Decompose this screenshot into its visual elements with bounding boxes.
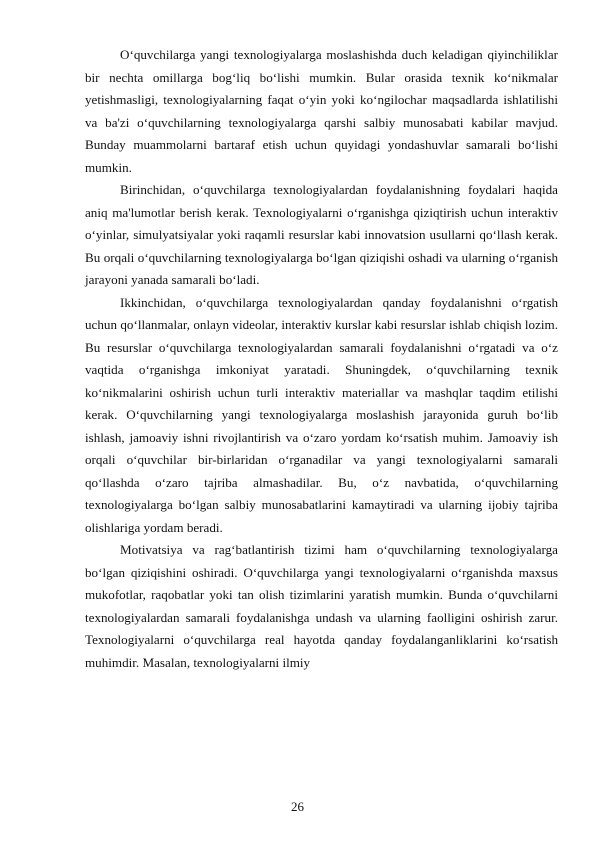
document-body: [85, 44, 558, 674]
paragraph-2: Birinchidan, o‘quvchilarga texnologiyalardan foydalanishning foydalari haqida aniq ma'lumotlar berish kerak. Texnologiyalarni o‘rganishga qiziqtirish uchun interaktiv o‘yinlar, simulyatsiyalar yoki raqamli resurslar kabi innovatsion usullarni qo‘llash kerak. Bu orqali o‘quvchilarning texnologiyalarga bo‘lgan qiziqishi oshadi va ularning o‘rganish jarayoni yanada samarali bo‘ladi.: [85, 182, 558, 287]
paragraph-4: Motivatsiya va rag‘batlantirish tizimi ham o‘quvchilarning texnologiyalarga bo‘lgan qiziqishini oshiradi. O‘quvchilarga yangi texnologiyalarni o‘rganishda maxsus mukofotlar, raqobatlar yoki tan olish tizimlarini yaratish mumkin. Bunda o‘quvchilarni texnologiyalardan samarali foydalanishga undash va ularning faolligini oshirish zarur. Texnologiyalarni o‘quvchilarga real hayotda qanday foydalanganliklarini ko‘rsatish muhimdir. Masalan, texnologiyalarni ilmiy: [85, 542, 558, 670]
page-number: 26: [291, 799, 304, 814]
paragraph-3: Ikkinchidan, o‘quvchilarga texnologiyalardan qanday foydalanishni o‘rgatish uchun qo‘llanmalar, onlayn videolar, interaktiv kurslar kabi resurslar ishlab chiqish lozim. Bu resurslar o‘quvchilarga texnologiyalardan samarali foydalanishni o‘rgatadi va o‘z vaqtida o‘rganishga imkoniyat yaratadi. Shuningdek, o‘quvchilarning texnik ko‘nikmalarini oshirish uchun turli interaktiv materiallar va mashqlar taqdim etilishi kerak. O‘quvchilarning yangi texnologiyalarga moslashish jarayonida guruh bo‘lib ishlash, jamoaviy ishni rivojlantirish va o‘zaro yordam ko‘rsatish muhim. Jamoaviy ish orqali o‘quvchilar bir-birlaridan o‘rganadilar va yangi texnologiyalarni samarali qo‘llashda o‘zaro tajriba almashadilar. Bu, o‘z navbatida, o‘quvchilarning texnologiyalarga bo‘lgan salbiy munosabatlarini kamaytiradi va ularning ijobiy tajriba olishlariga yordam beradi.: [85, 294, 558, 535]
paragraph-1: O‘quvchilarga yangi texnologiyalarga moslashishda duch keladigan qiyinchiliklar bir nechta omillarga bog‘liq bo‘lishi mumkin. Bular orasida texnik ko‘nikmalar yetishmasligi, texnologiyalarning faqat o‘yin yoki ko‘ngilochar maqsadlarda ishlatilishi va ba'zi o‘quvchilarning texnologiyalarga qarshi salbiy munosabati kabilar mavjud. Bunday muammolarni bartaraf etish uchun quyidagi yondashuvlar samarali bo‘lishi mumkin.: [85, 47, 558, 175]
